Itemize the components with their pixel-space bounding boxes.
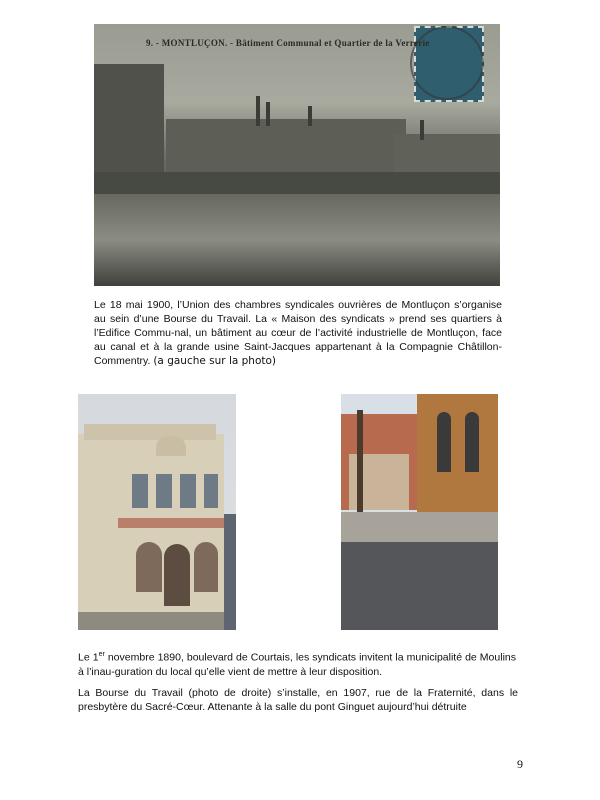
paragraph-1-text: Le 18 mai 1900, l’Union des chambres syndicales ouvrières de Montluçon s’organise au sein d’une Bourse du Travail. La « Maison des syndicats » prend ses quartiers à l’Edifice Commu-nal, un bâtiment au cœur de l’activité industrielle de Montluçon, face au canal et à la grande usine Saint-Jacques appartenant à la Compagnie Châtillon-Commentry. (94, 299, 502, 367)
paragraph-2 (78, 648, 516, 679)
photo-building-courtais (78, 394, 236, 630)
page-number: 9 (517, 757, 523, 771)
pediment (156, 436, 186, 456)
arched-window (136, 542, 162, 592)
postcard-factory (166, 119, 406, 174)
paragraph-1-note: (a gauche sur la photo) (153, 355, 277, 367)
church-wall (417, 394, 498, 516)
church-window (465, 412, 479, 472)
window (156, 474, 172, 508)
arched-window (194, 542, 218, 592)
window (204, 474, 218, 508)
chimney (256, 96, 260, 126)
chimney (266, 102, 270, 126)
postcard-image (94, 24, 500, 286)
ordinal-suffix: er (98, 651, 105, 658)
cornice (84, 424, 216, 440)
side-building (224, 514, 236, 630)
church-window (437, 412, 451, 472)
sidewalk (78, 612, 236, 630)
paragraph-2-text: novembre 1890, boulevard de Courtais, les syndicats invitent la municipalité de Moulins à l’inau-guration du local qu’elle vient de mettre à leur disposition. (78, 651, 516, 678)
paragraph-3-text: La Bourse du Travail (photo de droite) s’installe, en 1907, rue de la Fraternité, dans le presbytère du Sacré-Cœur. Attenante à la salle du pont Ginguet aujourd’hui détruite (78, 687, 518, 713)
sign-band (118, 518, 224, 528)
photo-presbytery-sacre-coeur (341, 394, 498, 630)
road (341, 542, 498, 630)
window (132, 474, 148, 508)
facade (78, 434, 224, 630)
chimney (420, 120, 424, 140)
postcard-building-left (94, 64, 164, 174)
paragraph-3 (78, 686, 518, 714)
arched-door (164, 544, 190, 606)
postcard-canal (94, 194, 500, 286)
postcard-buildings-right (394, 134, 500, 174)
chimney (308, 106, 312, 126)
paragraph-2-start: Le 1 (78, 651, 99, 664)
paragraph-1 (94, 298, 502, 368)
window (180, 474, 196, 508)
postcard-barges (94, 172, 500, 196)
postcard-caption: 9. - MONTLUÇON. - Bâtiment Communal et Quartier de la Verrerie (146, 38, 430, 48)
square (341, 512, 498, 542)
